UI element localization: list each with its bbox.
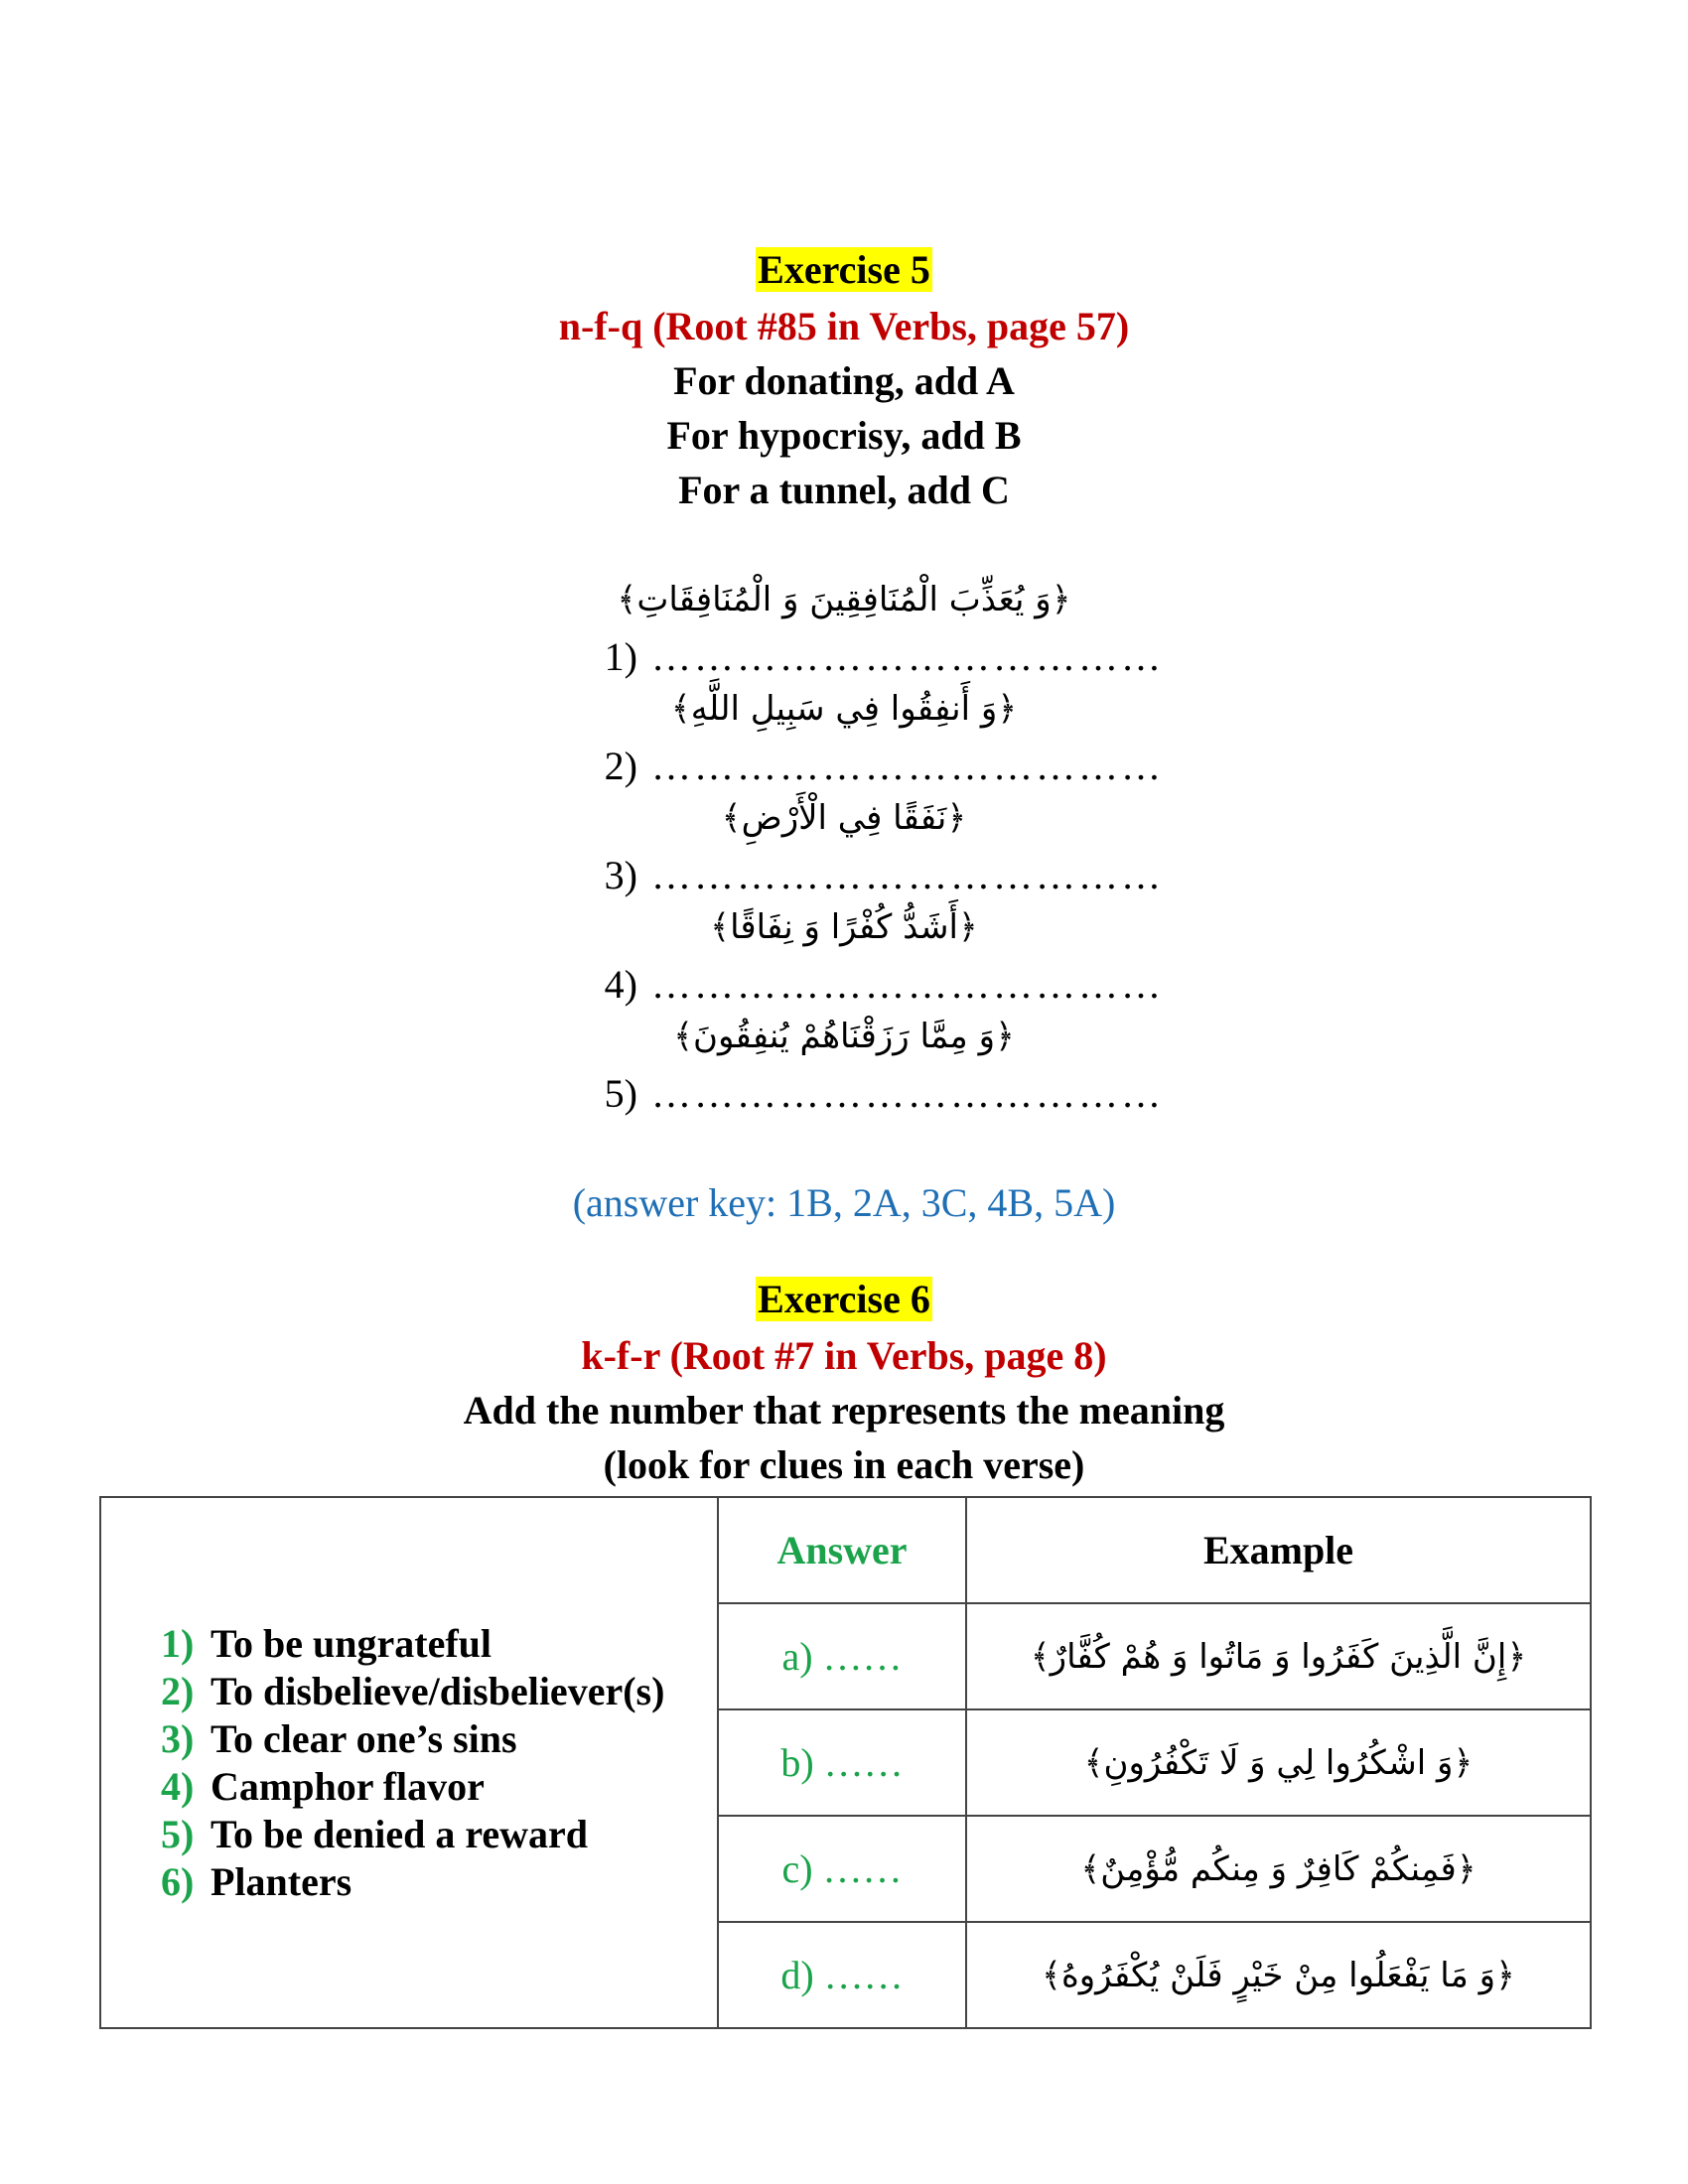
exercise5-title: Exercise 5 — [758, 247, 930, 292]
exercise6-instruction-hint: (look for clues in each verse) — [603, 1442, 1085, 1487]
verse-4: ﴿أَشَدُّ كُفْرًا وَ نِفَاقًا﴾ — [710, 907, 978, 947]
answer-line-number: 1) — [604, 634, 637, 679]
answer-key: (answer key: 1B, 2A, 3C, 4B, 5A) — [572, 1180, 1116, 1225]
exercise5-title-row — [0, 246, 1688, 293]
answer-line-number: 4) — [604, 962, 637, 1007]
meaning-table — [99, 1496, 1592, 2029]
meaning-list-cell — [100, 1497, 718, 2028]
exercise5-instruction-a: For donating, add A — [673, 358, 1015, 403]
exercise5-root: n-f-q (Root #85 in Verbs, page 57) — [558, 304, 1130, 348]
meaning-list — [161, 1620, 717, 1906]
exercise6-title-row — [0, 1276, 1688, 1322]
meaning-item: 2) To disbelieve/disbeliever(s) — [161, 1668, 665, 1713]
example-verse-a: ﴿إِنَّ الَّذِينَ كَفَرُوا وَ مَاتُوا وَ هُمْ كُفَّارٌ﴾ — [966, 1603, 1591, 1709]
answer-line-number: 5) — [604, 1071, 637, 1116]
answer-line-1 — [586, 633, 1164, 680]
meaning-item: 1) To be ungrateful — [161, 1620, 492, 1666]
meaning-item: 5) To be denied a reward — [161, 1811, 589, 1856]
exercise5-instruction-c: For a tunnel, add C — [678, 468, 1010, 512]
meaning-item: 4) Camphor flavor — [161, 1763, 485, 1809]
answer-line-3 — [586, 852, 1164, 898]
example-verse-d: ﴿وَ مَا يَفْعَلُوا مِنْ خَيْرٍ فَلَنْ يُكْفَرُوهُ﴾ — [966, 1922, 1591, 2028]
answer-blank-c[interactable]: c) …… — [718, 1816, 966, 1922]
meaning-item: 6) Planters — [161, 1858, 352, 1904]
answer-column-header: Answer — [718, 1497, 966, 1603]
verse-5: ﴿وَ مِمَّا رَزَقْنَاهُمْ يُنفِقُونَ﴾ — [673, 1017, 1015, 1056]
exercise6-instruction: Add the number that represents the meaning — [463, 1388, 1225, 1433]
answer-line-2 — [586, 743, 1164, 789]
answer-blank-a[interactable]: a) …… — [718, 1603, 966, 1709]
exercise6-title: Exercise 6 — [758, 1277, 930, 1321]
verse-2: ﴿وَ أَنفِقُوا فِي سَبِيلِ اللَّهِ﴾ — [670, 689, 1018, 729]
exercise6-root: k-f-r (Root #7 in Verbs, page 8) — [581, 1333, 1107, 1378]
answer-blank-d[interactable]: d) …… — [718, 1922, 966, 2028]
answer-line-5 — [586, 1070, 1164, 1117]
answer-blank[interactable]: ……………………………… — [651, 634, 1164, 679]
answer-blank[interactable]: ……………………………… — [651, 1071, 1164, 1116]
answer-line-number: 2) — [604, 744, 637, 788]
verse-3: ﴿نَفَقًا فِي الْأَرْضِ﴾ — [721, 798, 967, 838]
verse-1: ﴿وَ يُعَذِّبَ الْمُنَافِقِينَ وَ الْمُنَافِقَاتِ﴾ — [617, 580, 1071, 619]
answer-blank-b[interactable]: b) …… — [718, 1709, 966, 1816]
example-verse-b: ﴿وَ اشْكُرُوا لِي وَ لَا تَكْفُرُونِ﴾ — [966, 1709, 1591, 1816]
example-verse-c: ﴿فَمِنكُمْ كَافِرٌ وَ مِنكُم مُّؤْمِنٌ﴾ — [966, 1816, 1591, 1922]
answer-blank[interactable]: ……………………………… — [651, 744, 1164, 788]
answer-blank[interactable]: ……………………………… — [651, 853, 1164, 897]
example-column-header: Example — [966, 1497, 1591, 1603]
answer-line-4 — [586, 961, 1164, 1008]
answer-line-number: 3) — [604, 853, 637, 897]
answer-blank[interactable]: ……………………………… — [651, 962, 1164, 1007]
meaning-item: 3) To clear one’s sins — [161, 1715, 517, 1761]
exercise5-instruction-b: For hypocrisy, add B — [666, 413, 1022, 458]
